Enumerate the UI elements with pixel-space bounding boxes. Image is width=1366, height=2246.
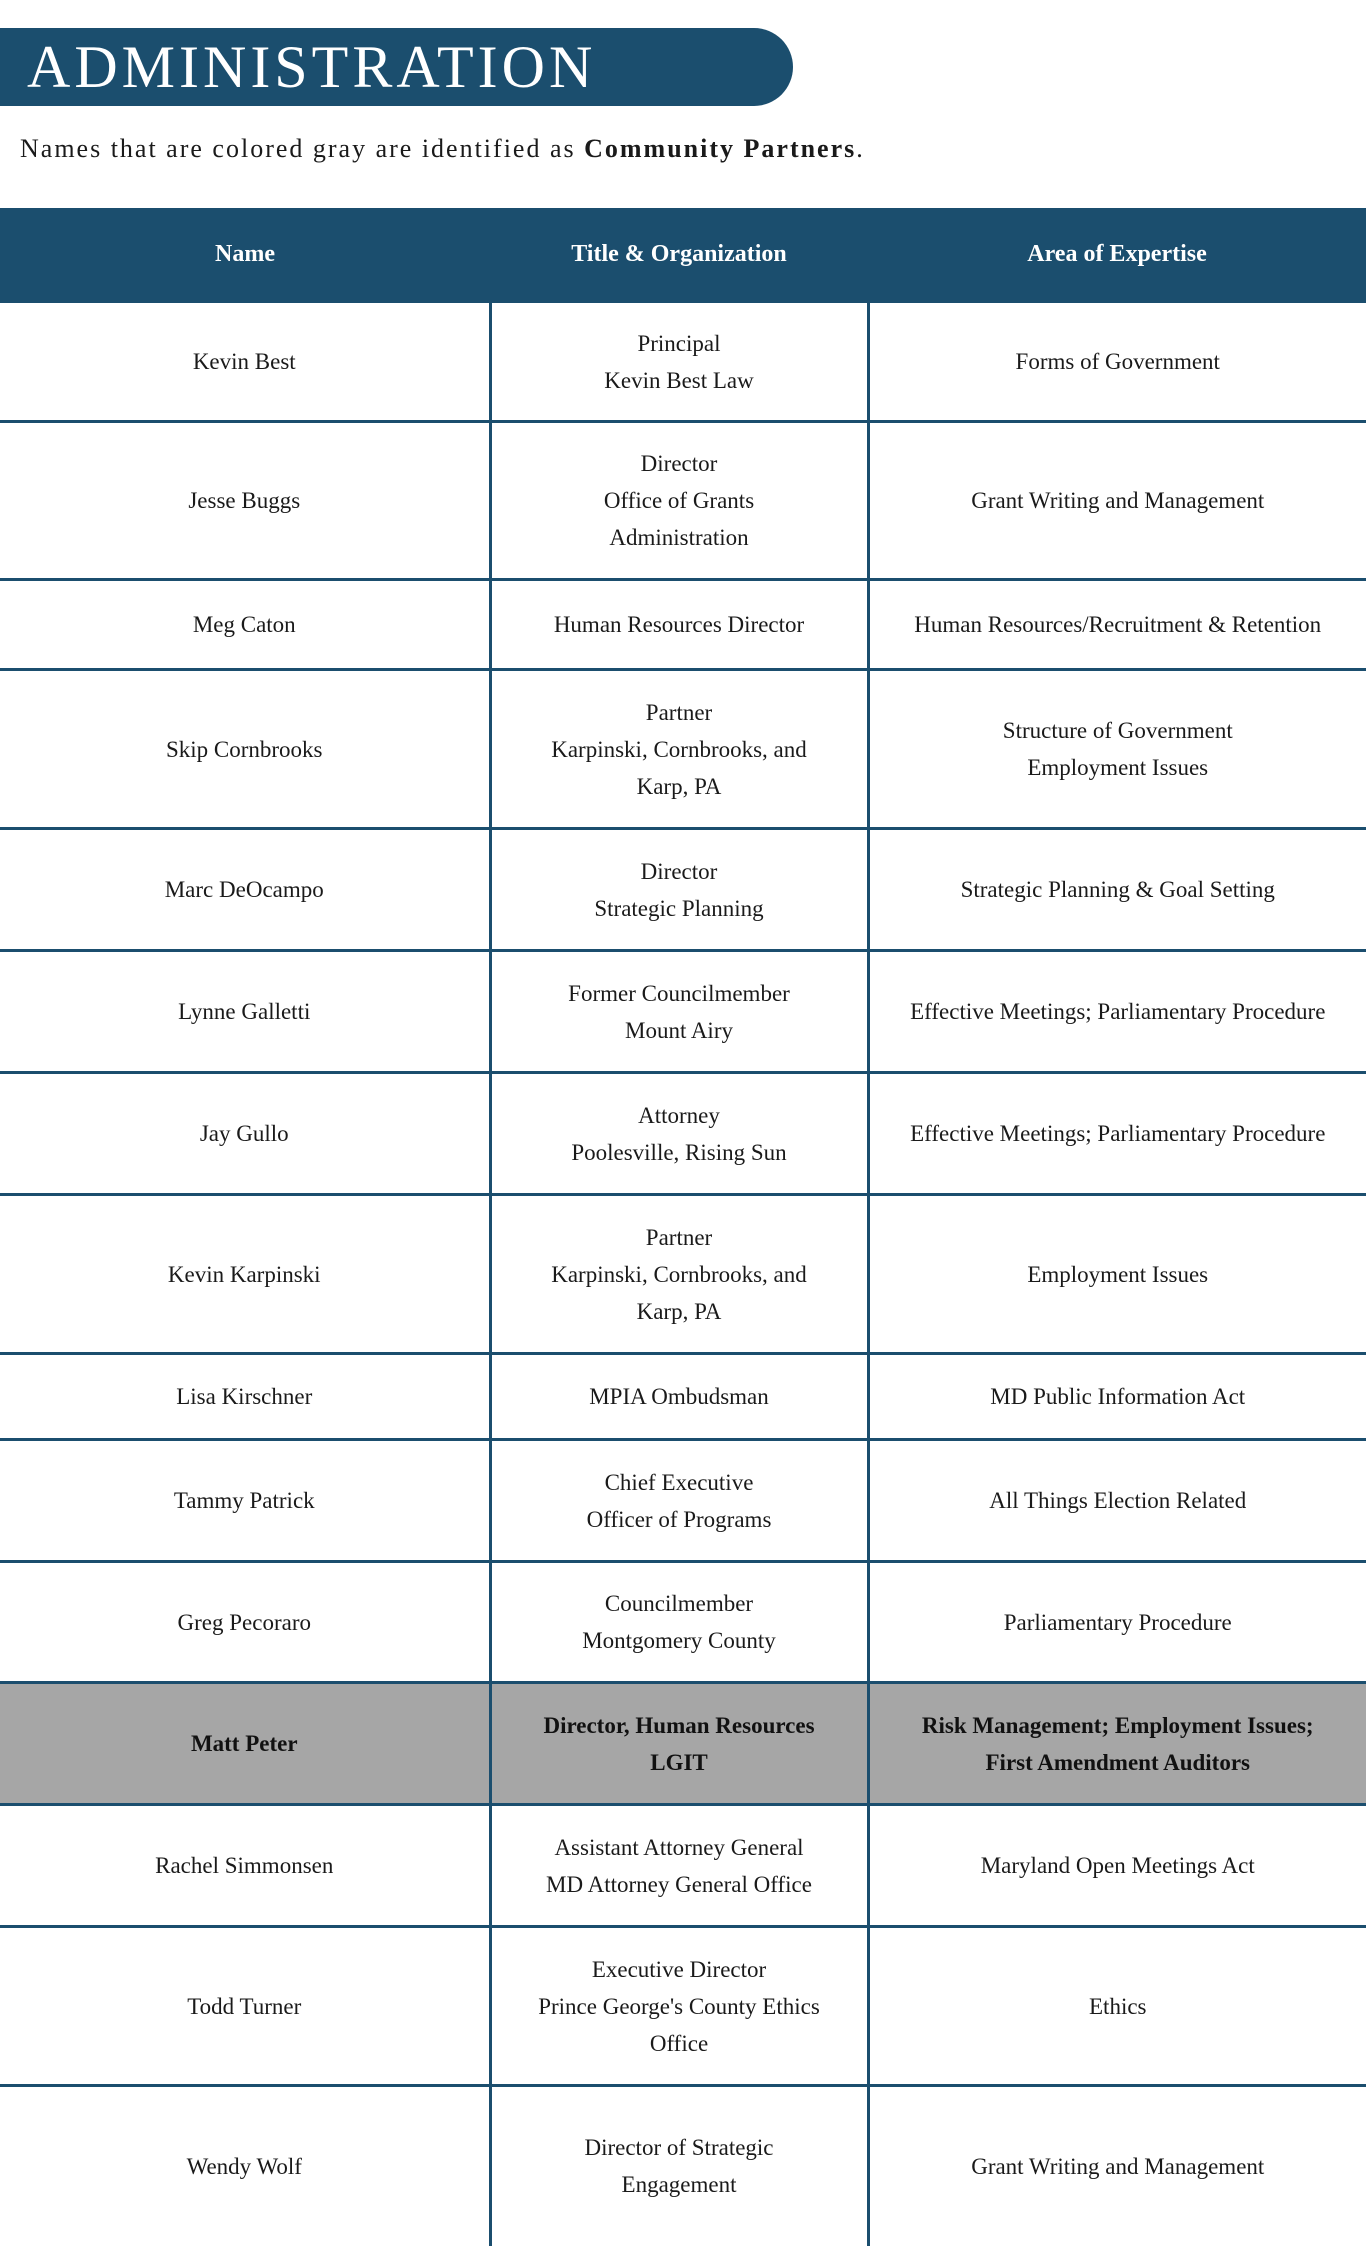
table-body [0,302,1366,2246]
person-name: Lynne Galletti [178,999,311,1024]
title-line: Chief Executive [604,1469,754,1495]
title-line: MPIA Ombudsman [589,1384,769,1409]
title-line: Strategic Planning [594,895,764,921]
title-line: Councilmember [604,1591,754,1616]
expertise-line: All Things Election Related [989,1488,1247,1513]
expertise-line: Grant Writing and Management [971,2153,1265,2179]
cell-area-of-expertise [868,422,1366,580]
table-row [0,580,1366,670]
cell-title-organization [490,422,868,580]
cell-name [0,951,490,1073]
cell-title-organization [490,1927,868,2086]
title-line: Engagement [621,2172,737,2198]
table-row [0,1195,1366,1354]
person-name: Matt Peter [190,1731,298,1756]
section-banner [0,28,793,106]
person-name: Lisa Kirschner [176,1384,313,1409]
cell-name [0,1683,490,1805]
cell-name [0,670,490,829]
title-line: Mount Airy [625,1017,733,1043]
expertise-line: Parliamentary Procedure [1003,1609,1232,1635]
cell-name [0,2086,490,2246]
expertise-line: Maryland Open Meetings Act [980,1853,1255,1878]
title-line: Director [640,451,718,476]
table-row [0,1073,1366,1195]
cell-title-organization [490,670,868,829]
cell-title-organization [490,580,868,670]
person-name: Jesse Buggs [188,488,301,513]
table-row [0,1805,1366,1927]
cell-area-of-expertise [868,1562,1366,1683]
cell-name [0,1354,490,1440]
column-header-name: Name [0,208,490,302]
cell-name [0,580,490,670]
table-row [0,422,1366,580]
legend-note-emphasis: Community Partners [584,134,857,163]
table-row [0,829,1366,951]
table-row-community-partner [0,1683,1366,1805]
cell-name [0,1562,490,1683]
cell-title-organization [490,1195,868,1354]
table-row [0,1354,1366,1440]
expertise-line: Forms of Government [1015,349,1220,374]
cell-area-of-expertise [868,1440,1366,1562]
person-name: Skip Cornbrooks [165,736,323,762]
cell-name [0,829,490,951]
title-line: Human Resources Director [553,612,805,637]
table-row [0,951,1366,1073]
cell-area-of-expertise [868,951,1366,1073]
person-name: Tammy Patrick [173,1488,315,1513]
person-name: Todd Turner [187,1993,302,2019]
title-line: Poolesville, Rising Sun [571,1139,787,1165]
title-line: Attorney [638,1102,720,1128]
title-line: Former Councilmember [568,980,790,1006]
cell-area-of-expertise [868,580,1366,670]
title-line: Partner [645,1224,713,1250]
column-header-area-of-expertise: Area of Expertise [868,208,1366,302]
person-name: Rachel Simmonsen [155,1853,334,1878]
cell-area-of-expertise [868,1805,1366,1927]
title-line: MD Attorney General Office [546,1871,812,1897]
person-name: Wendy Wolf [186,2153,302,2179]
cell-name [0,1927,490,2086]
table-header-row [0,208,1366,302]
title-line: Karp, PA [636,1298,722,1324]
title-line: Office of Grants [603,488,755,513]
expertise-line: Employment Issues [1027,1261,1209,1287]
cell-area-of-expertise [868,1073,1366,1195]
cell-name [0,1805,490,1927]
legend-note-suffix: . [856,134,865,163]
person-name: Marc DeOcampo [164,877,324,902]
expertise-line: Effective Meetings; Parliamentary Procedure [910,999,1326,1024]
cell-name [0,1195,490,1354]
expertise-line: Risk Management; Employment Issues; [921,1712,1314,1738]
table-row [0,302,1366,422]
cell-name [0,422,490,580]
page-title: ADMINISTRATION [27,34,597,100]
expertise-line: Human Resources/Recruitment & Retention [914,612,1322,637]
title-line: Karpinski, Cornbrooks, and [551,1261,807,1287]
cell-area-of-expertise [868,1683,1366,1805]
person-name: Greg Pecoraro [177,1609,311,1635]
person-name: Meg Caton [192,612,296,637]
cell-title-organization [490,302,868,422]
cell-title-organization [490,829,868,951]
title-line: Karpinski, Cornbrooks, and [551,736,807,762]
cell-title-organization [490,2086,868,2246]
expertise-line: First Amendment Auditors [985,1749,1250,1775]
cell-title-organization [490,1562,868,1683]
person-name: Kevin Best [192,349,296,374]
title-line: Principal [637,330,721,356]
expertise-line: Grant Writing and Management [971,488,1265,513]
expertise-line: Employment Issues [1027,755,1209,780]
cell-title-organization [490,1683,868,1805]
table-row [0,2086,1366,2246]
table-row [0,1927,1366,2086]
cell-area-of-expertise [868,302,1366,422]
title-line: Director of Strategic [584,2135,774,2161]
cell-title-organization [490,1805,868,1927]
title-line: Prince George's County Ethics [538,1993,820,2019]
legend-note-text: Names that are colored gray are identified as [20,134,585,163]
title-line: Karp, PA [636,773,722,799]
cell-name [0,1073,490,1195]
cell-area-of-expertise [868,1354,1366,1440]
table-row [0,1440,1366,1562]
title-line: Kevin Best Law [604,367,754,393]
legend-note [20,134,865,164]
expert-roster-table [0,208,1366,2246]
table-row [0,670,1366,829]
cell-title-organization [490,951,868,1073]
title-line: Office [649,2030,709,2056]
cell-area-of-expertise [868,670,1366,829]
title-line: Partner [645,699,713,725]
title-line: Administration [609,525,749,550]
title-line: Montgomery County [582,1628,776,1653]
cell-area-of-expertise [868,829,1366,951]
title-line: Director [640,858,718,884]
cell-title-organization [490,1440,868,1562]
expertise-line: Effective Meetings; Parliamentary Procedure [910,1121,1326,1146]
title-line: Director, Human Resources [543,1712,815,1738]
title-line: Assistant Attorney General [554,1834,804,1860]
cell-name [0,1440,490,1562]
expertise-line: Ethics [1089,1993,1147,2019]
table-row [0,1562,1366,1683]
cell-area-of-expertise [868,1195,1366,1354]
column-header-title-organization: Title & Organization [490,208,868,302]
cell-area-of-expertise [868,1927,1366,2086]
title-line: LGIT [650,1749,708,1775]
title-line: Executive Director [591,1956,767,1982]
expertise-line: MD Public Information Act [990,1384,1246,1409]
cell-name [0,302,490,422]
cell-title-organization [490,1354,868,1440]
person-name: Jay Gullo [199,1121,289,1146]
expertise-line: Structure of Government [1002,718,1233,743]
expertise-line: Strategic Planning & Goal Setting [960,877,1275,902]
cell-area-of-expertise [868,2086,1366,2246]
cell-title-organization [490,1073,868,1195]
person-name: Kevin Karpinski [167,1261,321,1287]
title-line: Officer of Programs [586,1506,772,1532]
